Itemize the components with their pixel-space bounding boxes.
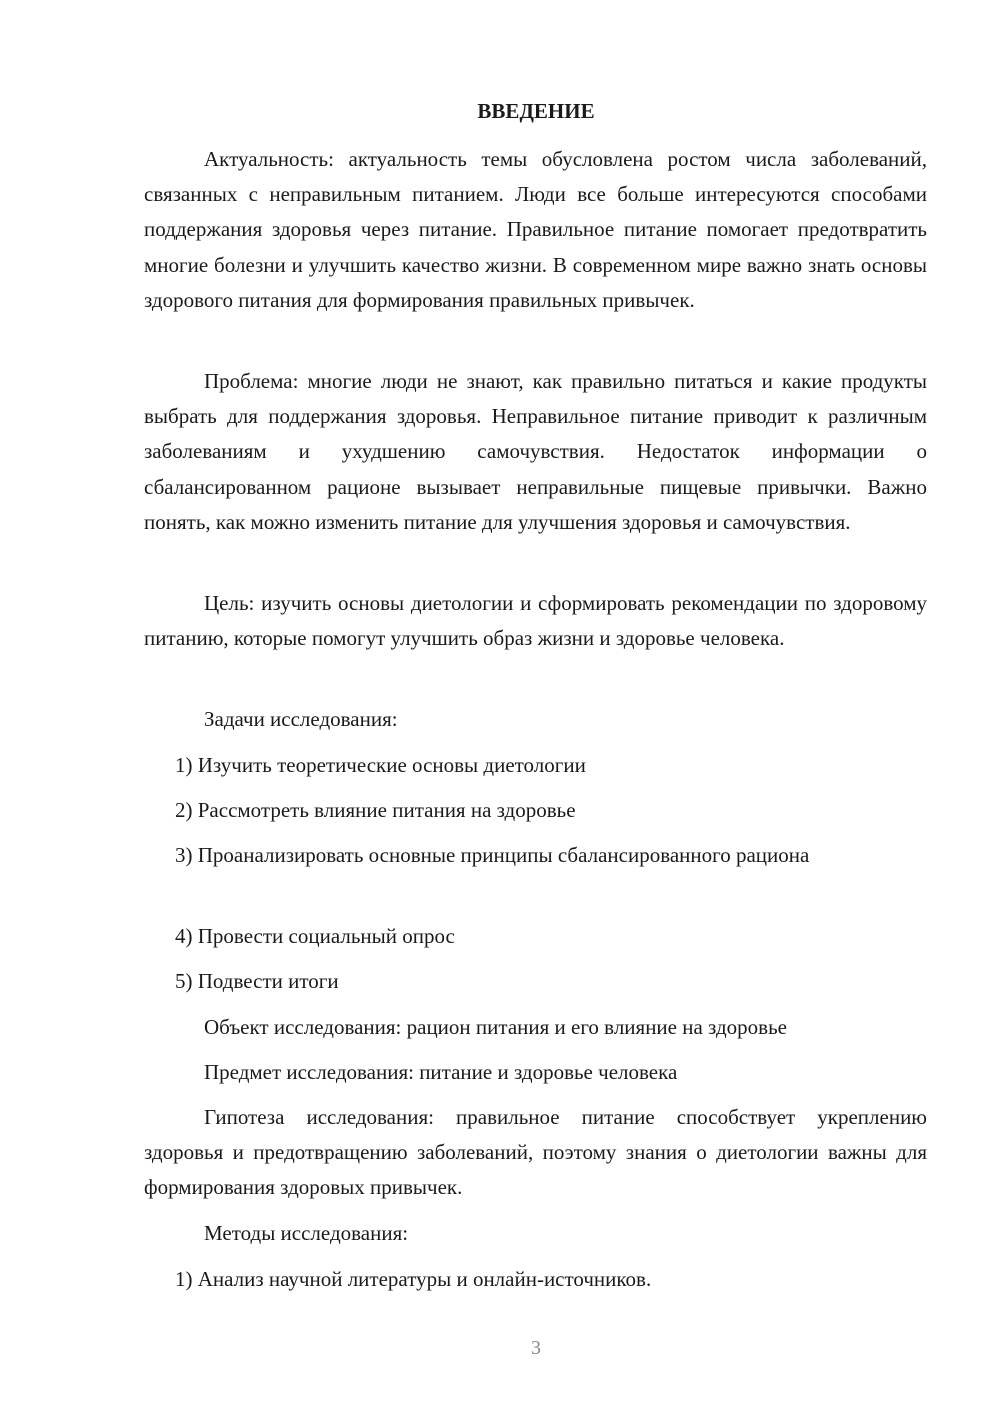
research-subject: Предмет исследования: питание и здоровье человека bbox=[204, 1060, 678, 1084]
relevance-paragraph: Актуальность: актуальность темы обусловлена ростом числа заболеваний, связанных с неправильным питанием. Люди все больше интересуются способами поддержания здоровья через питание. Правильное питание помогает предотвратить многие болезни и улучшить качество жизни. В современном мире важно знать основы здорового питания для формирования правильных привычек. bbox=[144, 147, 927, 312]
goal-paragraph: Цель: изучить основы диетологии и сформировать рекомендации по здоровому питанию, которые помогут улучшить образ жизни и здоровье человека. bbox=[144, 591, 927, 651]
list-item: 3) Проанализировать основные принципы сбалансированного рациона bbox=[175, 843, 810, 867]
list-item: 2) Рассмотреть влияние питания на здоровье bbox=[175, 798, 576, 822]
problem-paragraph: Проблема: многие люди не знают, как правильно питаться и какие продукты выбрать для поддержания здоровья. Неправильное питание приводит к различным заболеваниям и ухудшению самочувствия. Недостаток информации о сбалансированном рационе вызывает неправильные пищевые привычки. Важно понять, как можно изменить питание для улучшения здоровья и самочувствия. bbox=[144, 369, 927, 534]
research-object: Объект исследования: рацион питания и его влияние на здоровье bbox=[204, 1015, 787, 1039]
list-item: 1) Анализ научной литературы и онлайн-источников. bbox=[175, 1267, 652, 1291]
list-item: 4) Провести социальный опрос bbox=[175, 924, 455, 948]
hypothesis-paragraph: Гипотеза исследования: правильное питание способствует укреплению здоровья и предотвращению заболеваний, поэтому знания о диетологии важны для формирования здоровых привычек. bbox=[144, 1105, 927, 1200]
list-item: 1) Изучить теоретические основы диетологии bbox=[175, 753, 586, 777]
section-heading: ВВЕДЕНИЕ bbox=[477, 99, 595, 123]
page-number: 3 bbox=[531, 1337, 541, 1359]
tasks-heading: Задачи исследования: bbox=[204, 707, 398, 731]
methods-heading: Методы исследования: bbox=[204, 1221, 409, 1245]
list-item: 5) Подвести итоги bbox=[175, 969, 339, 993]
